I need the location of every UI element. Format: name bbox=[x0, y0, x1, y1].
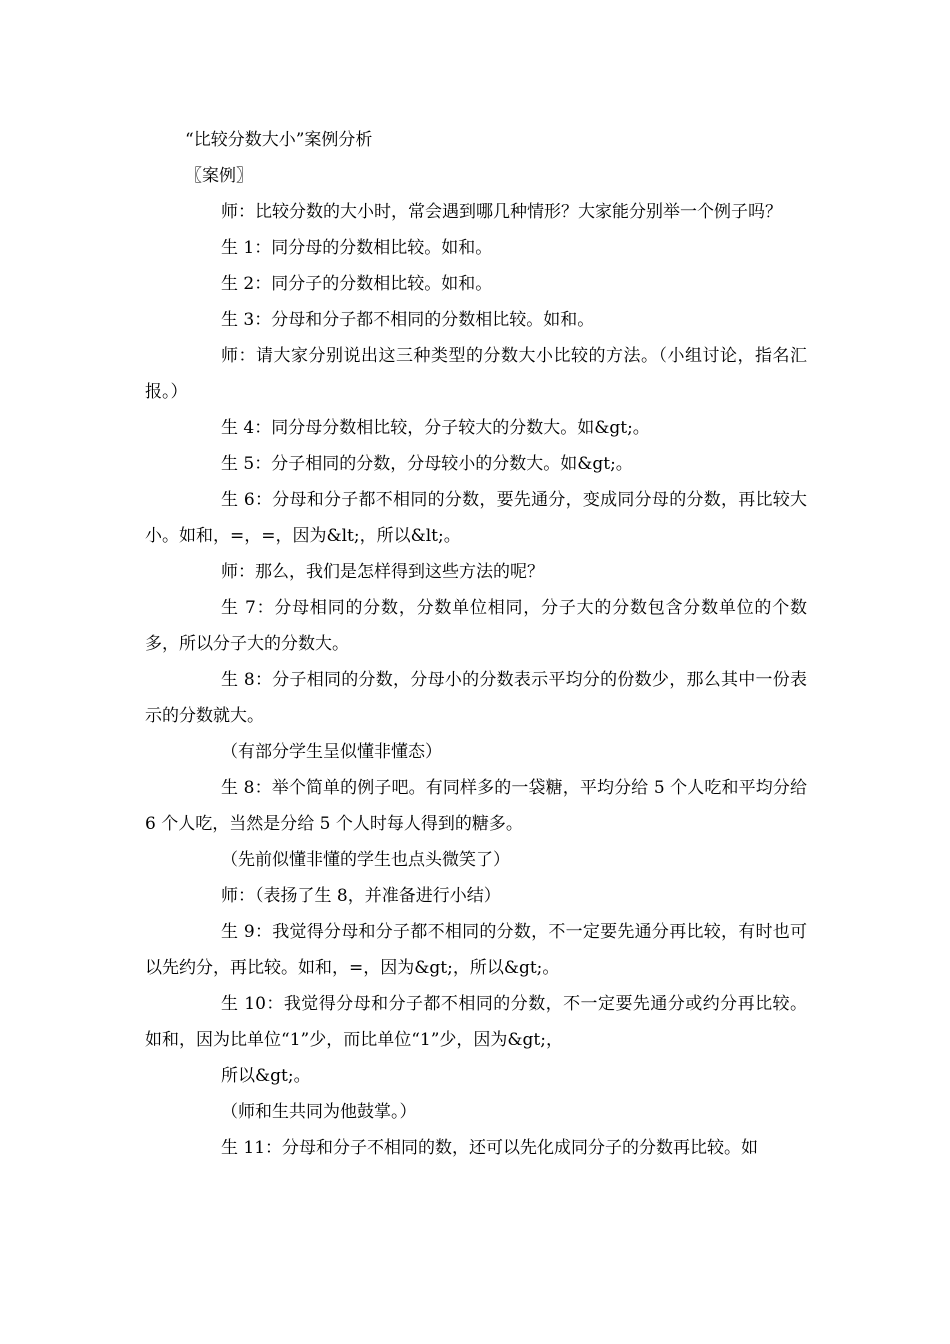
paragraph-student-10: 生 10：我觉得分母和分子都不相同的分数，不一定要先通分或约分再比较。如和，因为比单位“1”少，而比单位“1”少，因为&gt;， bbox=[145, 994, 807, 1050]
paragraph-note-confused: （有部分学生呈似懂非懂态） bbox=[221, 742, 442, 762]
paragraph-student-1: 生 1：同分母的分数相比较。如和。 bbox=[221, 238, 493, 258]
paragraph-student-6: 生 6：分母和分子都不相同的分数，要先通分，变成同分母的分数，再比较大小。如和，=，=，因为&lt;，所以&lt;。 bbox=[145, 490, 807, 546]
paragraph-teacher-methods: 师：请大家分别说出这三种类型的分数大小比较的方法。（小组讨论，指名汇报。） bbox=[145, 346, 807, 402]
paragraph-teacher-question: 师：比较分数的大小时，常会遇到哪几种情形？大家能分别举一个例子吗？ bbox=[221, 202, 782, 222]
paragraph-teacher-how: 师：那么，我们是怎样得到这些方法的呢？ bbox=[221, 562, 544, 582]
paragraph-teacher-praise: 师：（表扬了生 8，并准备进行小结） bbox=[221, 886, 501, 906]
paragraph-student-8b: 生 8：举个简单的例子吧。有同样多的一袋糖，平均分给 5 个人吃和平均分给 6 个人吃，当然是分给 5 个人时每人得到的糖多。 bbox=[145, 778, 807, 834]
paragraph-student-9: 生 9：我觉得分母和分子都不相同的分数，不一定要先通分再比较，有时也可以先约分，再比较。如和，=，因为&gt;，所以&gt;。 bbox=[145, 922, 807, 978]
section-label: 〖案例〗 bbox=[185, 166, 253, 186]
paragraph-student-5: 生 5：分子相同的分数，分母较小的分数大。如&gt;。 bbox=[221, 454, 633, 474]
paragraph-student-4: 生 4：同分母分数相比较，分子较大的分数大。如&gt;。 bbox=[221, 418, 650, 438]
document-body bbox=[145, 122, 807, 1166]
paragraph-student-2: 生 2：同分子的分数相比较。如和。 bbox=[221, 274, 493, 294]
paragraph-note-smile: （先前似懂非懂的学生也点头微笑了） bbox=[221, 850, 510, 870]
document-title: “比较分数大小”案例分析 bbox=[185, 130, 373, 150]
paragraph-note-applause: （师和生共同为他鼓掌。） bbox=[221, 1102, 417, 1122]
paragraph-student-8a: 生 8：分子相同的分数，分母小的分数表示平均分的份数少，那么其中一份表示的分数就大。 bbox=[145, 670, 807, 726]
paragraph-student-7: 生 7：分母相同的分数，分数单位相同，分子大的分数包含分数单位的个数多，所以分子大的分数大。 bbox=[145, 598, 807, 654]
paragraph-student-11: 生 11：分母和分子不相同的数，还可以先化成同分子的分数再比较。如 bbox=[221, 1138, 759, 1158]
paragraph-student-10-cont: 所以&gt;。 bbox=[221, 1066, 311, 1086]
paragraph-student-3: 生 3：分母和分子都不相同的分数相比较。如和。 bbox=[221, 310, 595, 330]
